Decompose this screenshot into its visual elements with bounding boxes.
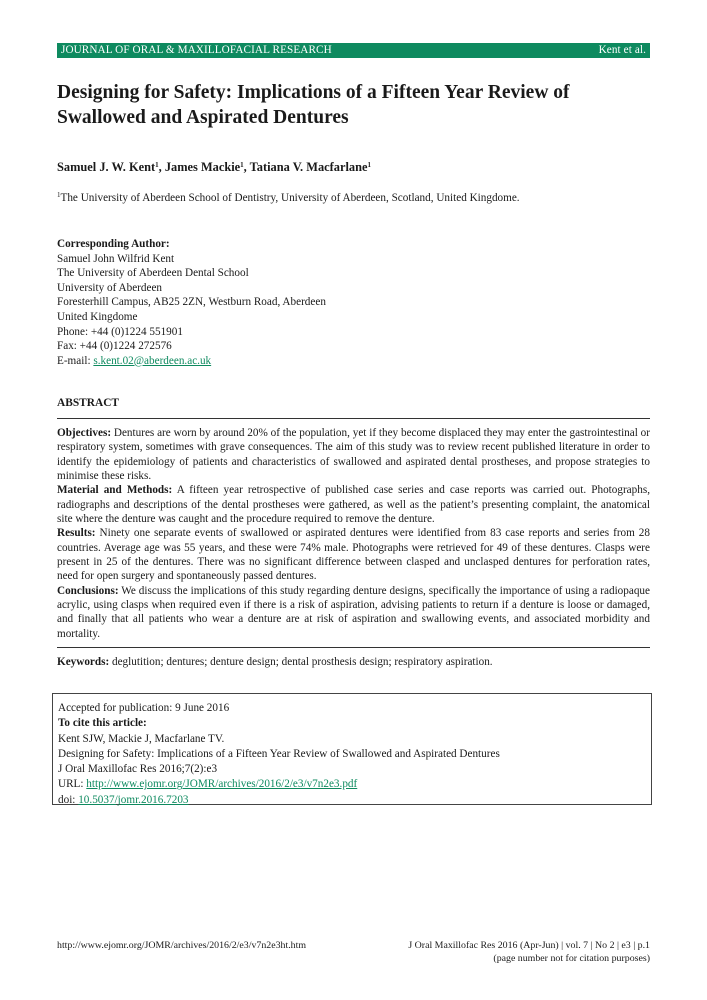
doi-link[interactable]: 10.5037/jomr.2016.7203: [78, 793, 189, 806]
corresponding-email-row: [57, 354, 326, 369]
affiliation-marker: 1: [57, 191, 61, 199]
journal-name: JOURNAL OF ORAL & MAXILLOFACIAL RESEARCH: [61, 44, 332, 56]
abstract-methods: [57, 483, 650, 526]
section-label: Results:: [57, 527, 96, 540]
cite-doi-row: [58, 793, 500, 808]
keywords-text: deglutition; dentures; denture design; dental prosthesis design; respiratory aspiration.: [109, 656, 493, 668]
affiliation-text: The University of Aberdeen School of Dentistry, University of Aberdeen, Scotland, United Kingdome.: [60, 192, 520, 204]
email-label: E-mail:: [57, 354, 94, 367]
abstract-top-rule: [57, 418, 650, 419]
abstract-bottom-rule: [57, 647, 650, 648]
corresponding-fax: Fax: +44 (0)1224 272576: [57, 340, 172, 353]
corresponding-author-heading: Corresponding Author:: [57, 238, 170, 250]
section-text: We discuss the implications of this study regarding denture designs, specifically the importance of using a radiopaque acrylic, using clasps when required even if there is a risk of aspiration, advising patients to return if a denture is loose or damaged, and finally that all patients who wear a denture are at risk of aspiration and swallowing events, and associated morbidity and mortality.: [57, 584, 650, 640]
footer-reference: [408, 940, 650, 965]
cite-heading: To cite this article:: [58, 717, 147, 730]
section-label: Conclusions:: [57, 584, 119, 597]
author-name: Samuel J. W. Kent: [57, 160, 156, 174]
citation-box: [52, 693, 652, 805]
doi-label: doi:: [58, 793, 79, 806]
section-text: A fifteen year retrospective of published case series and case reports was carried out. Photographs, radiographs and descriptions of the dental prostheses were gathered, as well as the patient’s presenting complaint, the anatomical site where the denture was caught and the procedure required to remove the denture.: [57, 484, 650, 526]
journal-header-bar: [57, 43, 650, 58]
cite-journal-ref: J Oral Maxillofac Res 2016;7(2):e3: [58, 763, 218, 776]
footer-note: (page number not for citation purposes): [493, 952, 650, 964]
corresponding-line: Samuel John Wilfrid Kent: [57, 252, 175, 265]
corresponding-phone: Phone: +44 (0)1224 551901: [57, 325, 183, 338]
abstract-body: [57, 426, 650, 641]
keywords-label: Keywords:: [57, 656, 110, 668]
corresponding-line: United Kingdome: [57, 310, 138, 323]
cite-title: Designing for Safety: Implications of a Fifteen Year Review of Swallowed and Aspirated Dentures: [58, 747, 500, 760]
author-name: James Mackie: [164, 160, 241, 174]
section-text: Dentures are worn by around 20% of the population, yet if they become displaced they may enter the gastrointestinal or respiratory system, sometimes with grave consequences. The aim of this study was to review recent published literature in order to identify the epidemiology of patients and characteristics of swallowed and aspirated dental prostheses, and propose strategies to minimise these risks.: [57, 427, 650, 483]
author-affiliation-marker: 1: [367, 161, 371, 169]
author-affiliation-marker: 1: [240, 161, 244, 169]
keywords: [57, 656, 493, 668]
footer-journal-ref: J Oral Maxillofac Res 2016 (Apr-Jun) | vol. 7 | No 2 | e3 | p.1: [408, 940, 650, 951]
affiliation: [57, 192, 520, 204]
abstract-heading: ABSTRACT: [57, 397, 120, 409]
section-text: Ninety one separate events of swallowed or aspirated dentures were identified from 83 case reports and series from 28 countries. Average age was 55 years, and these were 74% male. Photographs were retrieved for 49 of these dentures. Clasps were present in 25 of the dentures. There was no significant difference between clasped and unclasped dentures for perforation rates, need for open surgery and spontaneously passed dentures.: [57, 527, 650, 583]
cite-url-row: [58, 777, 500, 792]
url-label: URL:: [58, 778, 87, 791]
article-title: Designing for Safety: Implications of a Fifteen Year Review of Swallowed and Aspirated Dentures: [57, 82, 570, 128]
footer-url[interactable]: http://www.ejomr.org/JOMR/archives/2016/2/e3/v7n2e3ht.htm: [57, 940, 307, 951]
abstract-objectives: [57, 426, 650, 483]
accepted-date: Accepted for publication: 9 June 2016: [58, 702, 230, 714]
email-link[interactable]: s.kent.02@aberdeen.ac.uk: [93, 354, 212, 367]
corresponding-line: The University of Aberdeen Dental School: [57, 267, 249, 280]
corresponding-author-block: [57, 237, 326, 368]
author-name: Tatiana V. Macfarlane: [249, 160, 368, 174]
cite-authors: Kent SJW, Mackie J, Macfarlane TV.: [58, 732, 225, 745]
corresponding-line: University of Aberdeen: [57, 281, 163, 294]
running-authors: Kent et al.: [598, 44, 646, 56]
citation-content: [58, 701, 500, 808]
section-label: Material and Methods:: [57, 484, 173, 497]
abstract-results: [57, 526, 650, 583]
author-list: Samuel J. W. Kent$^1$, James Mackie$^1$, Tatiana V. Macfarlane$^1$: [57, 160, 371, 174]
section-label: Objectives:: [57, 427, 112, 439]
author-affiliation-marker: 1: [155, 161, 159, 169]
abstract-conclusions: [57, 584, 650, 641]
corresponding-line: Foresterhill Campus, AB25 2ZN, Westburn Road, Aberdeen: [57, 296, 326, 309]
article-url-link[interactable]: http://www.ejomr.org/JOMR/archives/2016/2/e3/v7n2e3.pdf: [86, 778, 358, 791]
